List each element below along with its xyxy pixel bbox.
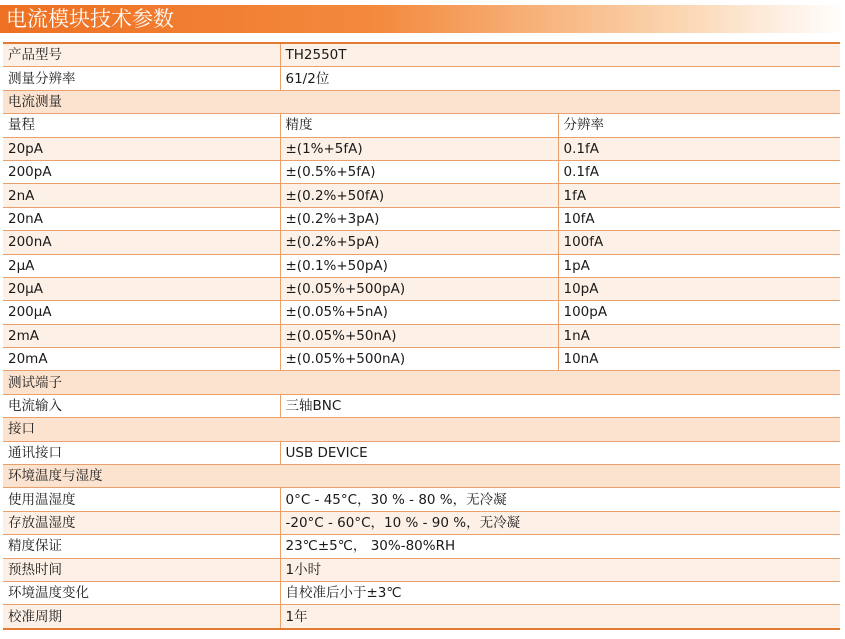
resolution-cell: 100pA xyxy=(558,301,840,324)
row-value: TH2550T xyxy=(280,43,840,67)
resolution-cell: 0.1fA xyxy=(558,137,840,160)
section-header xyxy=(3,465,840,488)
page-title: 电流模块技术参数 xyxy=(6,7,174,31)
range-cell: 2nA xyxy=(3,184,280,207)
title-bar xyxy=(0,5,845,33)
row-label: 通讯接口 xyxy=(3,441,280,464)
section-title: 测试端子 xyxy=(3,371,840,394)
resolution-cell: 10pA xyxy=(558,277,840,300)
accuracy-cell: ±(0.2%+3pA) xyxy=(280,207,558,230)
column-header-row xyxy=(3,114,840,137)
table-row xyxy=(3,137,840,160)
row-label: 电流输入 xyxy=(3,394,280,417)
row-label: 预热时间 xyxy=(3,558,280,581)
row-value: USB DEVICE xyxy=(280,441,840,464)
table-row xyxy=(3,43,840,67)
column-header: 量程 xyxy=(3,114,280,137)
table-row xyxy=(3,254,840,277)
table-row xyxy=(3,67,840,90)
resolution-cell: 100fA xyxy=(558,231,840,254)
section-title: 环境温度与湿度 xyxy=(3,465,840,488)
range-cell: 2μA xyxy=(3,254,280,277)
row-value: 61/2位 xyxy=(280,67,840,90)
table-row xyxy=(3,488,840,511)
range-cell: 200μA xyxy=(3,301,280,324)
column-header: 精度 xyxy=(280,114,558,137)
accuracy-cell: ±(0.5%+5fA) xyxy=(280,160,558,183)
section-header xyxy=(3,418,840,441)
table-row xyxy=(3,231,840,254)
table-row xyxy=(3,605,840,629)
row-label: 精度保证 xyxy=(3,535,280,558)
accuracy-cell: ±(0.2%+5pA) xyxy=(280,231,558,254)
row-label: 测量分辨率 xyxy=(3,67,280,90)
row-value: -20°C - 60°C，10 % - 90 %，无冷凝 xyxy=(280,511,840,534)
row-label: 校准周期 xyxy=(3,605,280,629)
table-row xyxy=(3,394,840,417)
spec-table xyxy=(3,42,840,630)
resolution-cell: 10nA xyxy=(558,348,840,371)
table-row xyxy=(3,207,840,230)
row-label: 环境温度变化 xyxy=(3,581,280,604)
table-row xyxy=(3,348,840,371)
table-row xyxy=(3,558,840,581)
section-header xyxy=(3,90,840,113)
accuracy-cell: ±(0.1%+50pA) xyxy=(280,254,558,277)
resolution-cell: 1pA xyxy=(558,254,840,277)
range-cell: 20pA xyxy=(3,137,280,160)
row-value: 自校准后小于±3℃ xyxy=(280,581,840,604)
row-label: 存放温湿度 xyxy=(3,511,280,534)
range-cell: 20μA xyxy=(3,277,280,300)
table-row xyxy=(3,324,840,347)
table-row xyxy=(3,184,840,207)
resolution-cell: 1nA xyxy=(558,324,840,347)
accuracy-cell: ±(0.2%+50fA) xyxy=(280,184,558,207)
row-value: 1年 xyxy=(280,605,840,629)
table-row xyxy=(3,441,840,464)
section-header xyxy=(3,371,840,394)
accuracy-cell: ±(0.05%+500nA) xyxy=(280,348,558,371)
table-row xyxy=(3,535,840,558)
accuracy-cell: ±(0.05%+50nA) xyxy=(280,324,558,347)
row-value: 23℃±5℃， 30%-80%RH xyxy=(280,535,840,558)
row-label: 产品型号 xyxy=(3,43,280,67)
table-row xyxy=(3,511,840,534)
table-row xyxy=(3,160,840,183)
range-cell: 2mA xyxy=(3,324,280,347)
accuracy-cell: ±(0.05%+500pA) xyxy=(280,277,558,300)
accuracy-cell: ±(0.05%+5nA) xyxy=(280,301,558,324)
range-cell: 200pA xyxy=(3,160,280,183)
accuracy-cell: ±(1%+5fA) xyxy=(280,137,558,160)
range-cell: 20mA xyxy=(3,348,280,371)
row-value: 0°C - 45°C，30 % - 80 %，无冷凝 xyxy=(280,488,840,511)
table-row xyxy=(3,301,840,324)
resolution-cell: 1fA xyxy=(558,184,840,207)
column-header: 分辨率 xyxy=(558,114,840,137)
table-row xyxy=(3,581,840,604)
row-value: 三轴BNC xyxy=(280,394,840,417)
table-row xyxy=(3,277,840,300)
section-title: 电流测量 xyxy=(3,90,840,113)
resolution-cell: 0.1fA xyxy=(558,160,840,183)
resolution-cell: 10fA xyxy=(558,207,840,230)
range-cell: 20nA xyxy=(3,207,280,230)
row-value: 1小时 xyxy=(280,558,840,581)
section-title: 接口 xyxy=(3,418,840,441)
range-cell: 200nA xyxy=(3,231,280,254)
row-label: 使用温湿度 xyxy=(3,488,280,511)
